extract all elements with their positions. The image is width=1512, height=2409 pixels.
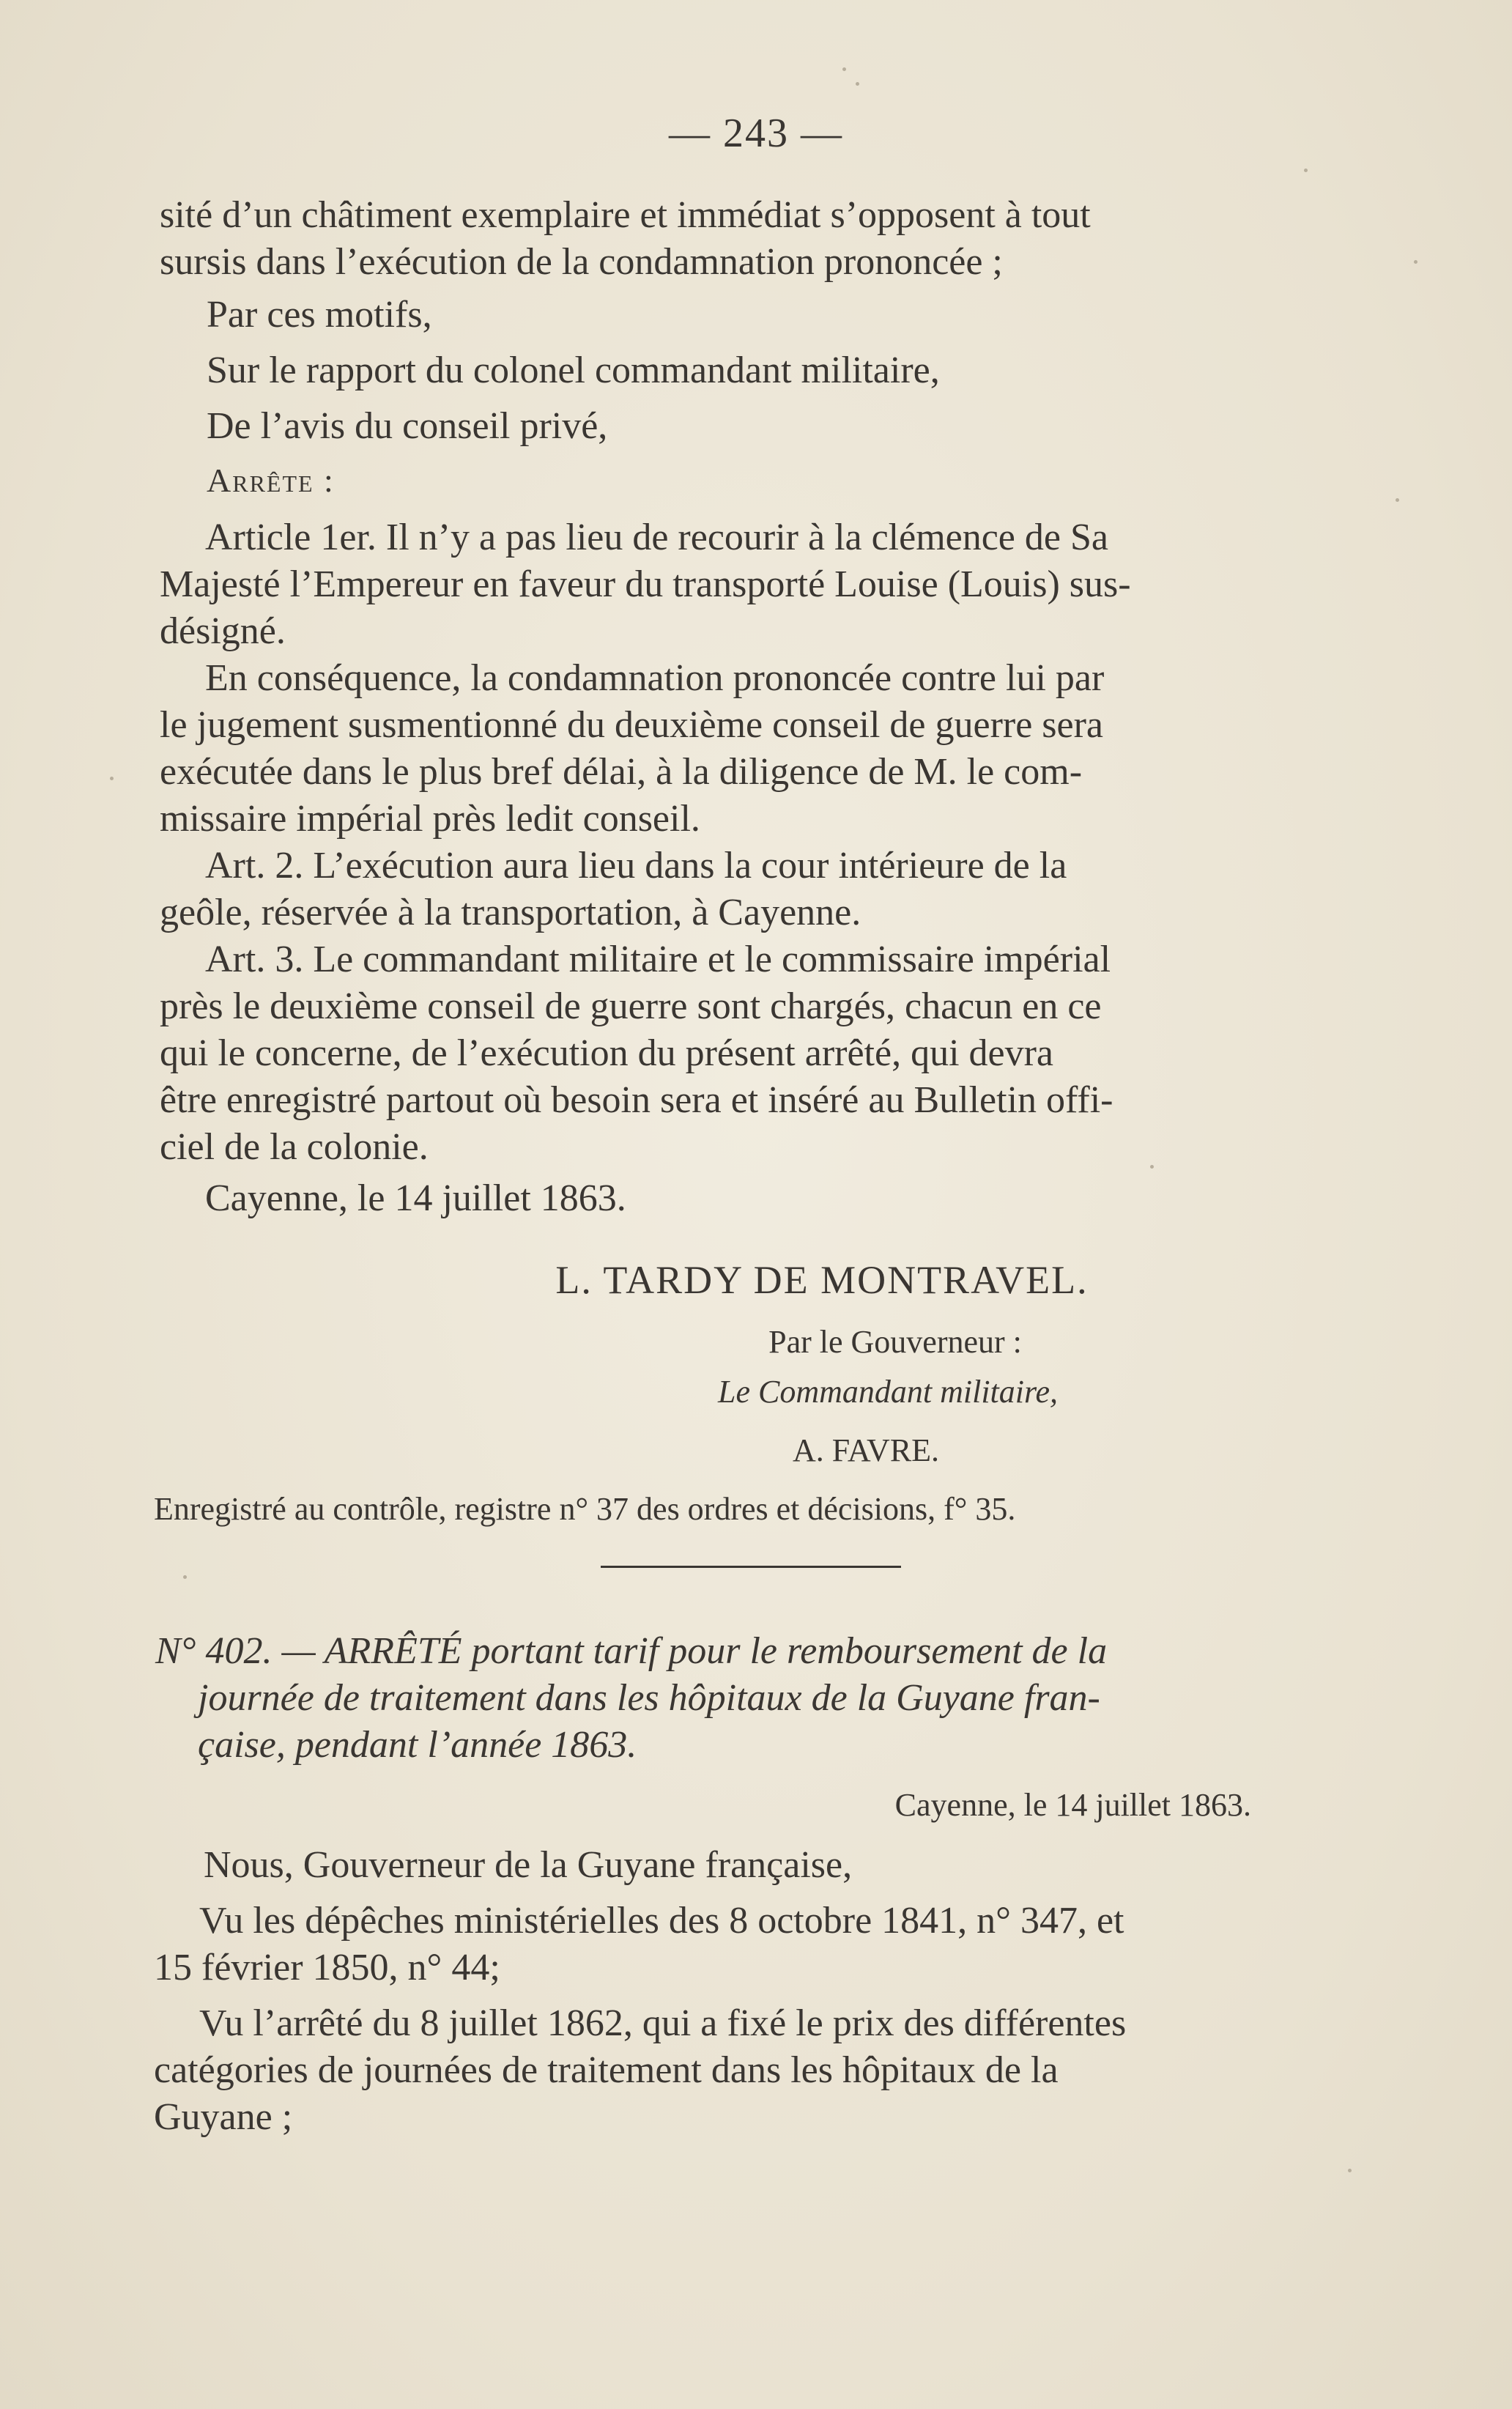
vu-arrete — [154, 2000, 1370, 2141]
date-line: Cayenne, le 14 juillet 1863. — [205, 1177, 626, 1219]
text-line: En conséquence, la condamnation prononcée contre lui par — [205, 657, 1105, 699]
text-line: 15 février 1850, n° 44; — [154, 1947, 500, 1988]
section-divider — [601, 1566, 901, 1568]
text-line: ciel de la colonie. — [160, 1126, 429, 1168]
par-ces-motifs: Par ces motifs, — [207, 294, 432, 336]
text-line: Vu l’arrêté du 8 juillet 1862, qui a fixé le prix des différentes — [199, 2002, 1127, 2044]
text-line: le jugement susmentionné du deuxième conseil de guerre sera — [160, 704, 1104, 746]
text-line: être enregistré partout où besoin sera et inséré au Bulletin offi- — [160, 1079, 1113, 1121]
signature-role: Le Commandant militaire, — [717, 1374, 1059, 1410]
text-line: Art. 2. L’exécution aura lieu dans la cour intérieure de la — [205, 845, 1067, 887]
paper-speck — [110, 777, 114, 780]
text-line: çaise, pendant l’année 1863. — [198, 1724, 637, 1766]
text-line: qui le concerne, de l’exécution du présent arrêté, qui devra — [160, 1032, 1053, 1074]
text-line: catégories de journées de traitement dans les hôpitaux de la — [154, 2049, 1059, 2091]
text-line: Vu les dépêches ministérielles des 8 octobre 1841, n° 347, et — [199, 1900, 1124, 1942]
place-date: Cayenne, le 14 juillet 1863. — [894, 1787, 1251, 1823]
signature-favre: A. FAVRE. — [792, 1432, 940, 1468]
de-l-avis: De l’avis du conseil privé, — [207, 405, 608, 447]
text-line: Guyane ; — [154, 2096, 293, 2138]
signature-by-governor: Par le Gouverneur : — [768, 1324, 1022, 1360]
text-line: près le deuxième conseil de guerre sont chargés, chacun en ce — [160, 985, 1102, 1027]
paper-speck — [1348, 2169, 1352, 2172]
nous-gouverneur: Nous, Gouverneur de la Guyane française, — [204, 1844, 853, 1886]
text-line: Art. 3. Le commandant militaire et le commissaire impérial — [205, 939, 1111, 980]
paper-speck — [842, 67, 846, 71]
article-2 — [160, 843, 1376, 936]
text-line: geôle, réservée à la transportation, à Cayenne. — [160, 892, 861, 933]
sur-le-rapport: Sur le rapport du colonel commandant militaire, — [207, 349, 940, 391]
arrete-heading: Arrête : — [207, 462, 335, 499]
paper-speck — [856, 82, 859, 86]
page-number: — 243 — — [669, 111, 843, 156]
decree-402-heading — [155, 1628, 1371, 1769]
text-line: exécutée dans le plus bref délai, à la diligence de M. le com- — [160, 751, 1083, 793]
text-line: Article 1er. Il n’y a pas lieu de recourir à la clémence de Sa — [205, 517, 1108, 558]
text-line: N° 402. — ARRÊTÉ portant tarif pour le remboursement de la — [155, 1630, 1108, 1672]
article-3 — [160, 936, 1376, 1171]
text-line: journée de traitement dans les hôpitaux de la Guyane fran- — [198, 1677, 1100, 1719]
paper-speck — [183, 1575, 187, 1579]
vu-depeches — [154, 1898, 1370, 1991]
text-line: missaire impérial près ledit conseil. — [160, 798, 700, 840]
paper-speck — [1414, 260, 1418, 264]
signature-governor: L. TARDY DE MONTRAVEL. — [555, 1258, 1089, 1302]
text-line: désigné. — [160, 610, 286, 652]
article-1 — [160, 514, 1376, 655]
text-line: sité d’un châtiment exemplaire et immédiat s’opposent à tout — [160, 194, 1091, 236]
paragraph-motive — [160, 192, 1376, 286]
paper-speck — [1304, 169, 1308, 172]
paragraph-consequence — [160, 655, 1376, 843]
registration-note: Enregistré au contrôle, registre n° 37 des ordres et décisions, f° 35. — [154, 1491, 1016, 1527]
text-line: Majesté l’Empereur en faveur du transporté Louise (Louis) sus- — [160, 563, 1131, 605]
text-line: sursis dans l’exécution de la condamnation prononcée ; — [160, 241, 1003, 283]
